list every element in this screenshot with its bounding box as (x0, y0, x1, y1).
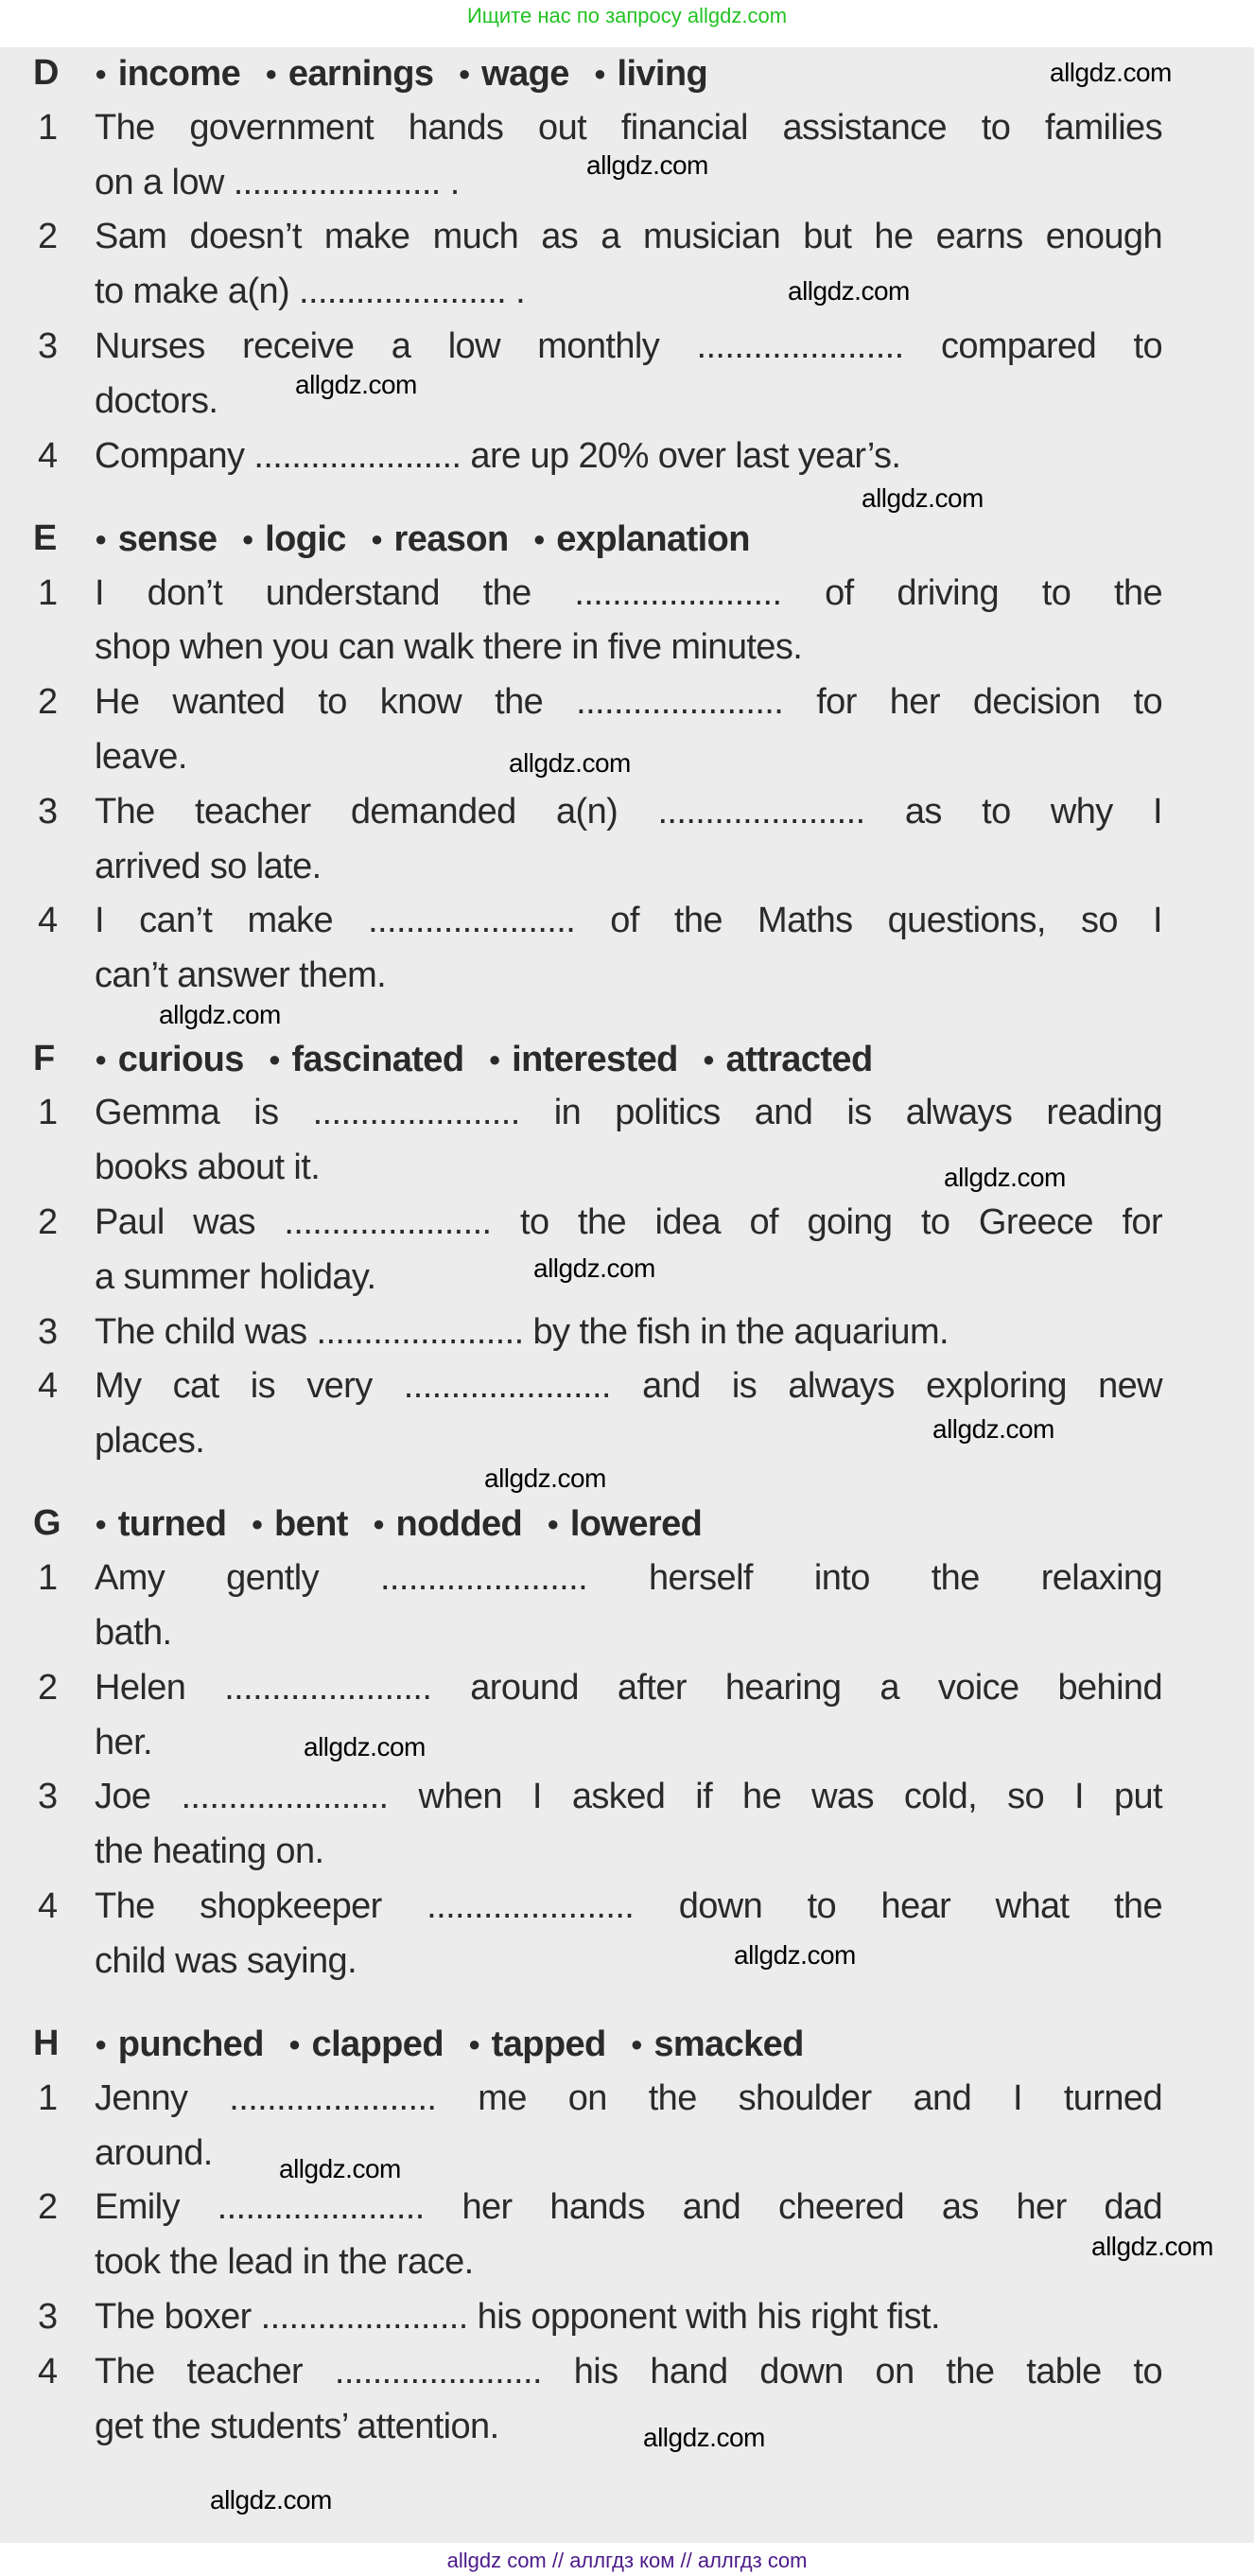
watermark-text: allgdz.com (586, 150, 708, 180)
sentence-text: The teacher ...................... his hand down on the table to (95, 2351, 1162, 2392)
item-number: 2 (38, 2187, 58, 2228)
sentence-line (0, 2400, 1254, 2455)
section-f (0, 1032, 1254, 1469)
sentence-text: arrived so late. (95, 846, 322, 886)
sentence-line (0, 1359, 1254, 1414)
word-option: ● punched (95, 2024, 264, 2064)
sentence-line (0, 1551, 1254, 1606)
word-box (95, 512, 775, 568)
word-option: ● curious (95, 1040, 244, 1079)
sentence-text: My cat is very ...................... and is always exploring new (95, 1366, 1162, 1407)
item-number: 1 (38, 107, 58, 148)
word-box (95, 1497, 726, 1552)
word-box (95, 2017, 828, 2073)
sentence-line (0, 2127, 1254, 2182)
sentence-text: the heating on. (95, 1831, 324, 1872)
sentence-text: Company ...................... are up 20% over last year’s. (95, 435, 901, 476)
sentence-line (0, 1196, 1254, 1251)
watermark-text: allgdz.com (1050, 58, 1172, 87)
watermark-text: allgdz.com (643, 2423, 765, 2452)
section-g (0, 1497, 1254, 1989)
sentence-text: Helen ...................... around after hearing a voice behind (95, 1667, 1162, 1708)
section-header (0, 512, 1254, 567)
section-letter: E (33, 517, 57, 558)
sentence-text: took the lead in the race. (95, 2242, 474, 2283)
watermark-text: allgdz.com (932, 1414, 1054, 1444)
sentence-line (0, 621, 1254, 675)
sentence-text: Jenny ...................... me on the shoulder and I turned (95, 2077, 1162, 2118)
sentence-text: Gemma is ...................... in politics and is always reading (95, 1093, 1162, 1133)
word-option: ● reason (371, 519, 509, 559)
item-number: 1 (38, 1093, 58, 1133)
section-letter: H (33, 2024, 59, 2064)
sentence-line (0, 375, 1254, 429)
item-number: 3 (38, 791, 58, 832)
item-number: 3 (38, 1777, 58, 1817)
word-option: ● logic (241, 519, 345, 559)
section-d (0, 46, 1254, 483)
sentence-line (0, 1770, 1254, 1825)
sentence-line (0, 2290, 1254, 2345)
sentence-text: to make a(n) ...................... . (95, 272, 526, 312)
word-option: ● sense (95, 519, 217, 559)
sentence-line (0, 1606, 1254, 1661)
sentence-line (0, 1086, 1254, 1141)
item-number: 3 (38, 325, 58, 366)
sentence-line (0, 2232, 1254, 2290)
word-option: ● tapped (468, 2024, 606, 2064)
sentence-line (0, 210, 1254, 265)
watermark-text: allgdz.com (734, 1940, 856, 1970)
word-option: ● bent (251, 1504, 348, 1544)
sentence-line (0, 675, 1254, 730)
sentence-line (0, 1141, 1254, 1196)
top-banner: Ищите нас по запросу allgdz.com (466, 4, 788, 27)
item-number: 1 (38, 572, 58, 613)
word-option: ● explanation (533, 519, 750, 559)
item-number: 1 (38, 1558, 58, 1599)
word-option: ● living (594, 54, 707, 94)
watermark-text: allgdz.com (210, 2485, 332, 2515)
section-header (0, 1497, 1254, 1551)
textbook-page (0, 47, 1254, 2543)
sentence-text: on a low ...................... . (95, 162, 460, 202)
watermark-text: allgdz.com (295, 370, 417, 399)
watermark-text: allgdz.com (788, 276, 910, 306)
item-number: 4 (38, 1366, 58, 1407)
watermark-text: allgdz.com (484, 1463, 606, 1493)
watermark-text: allgdz.com (509, 748, 631, 778)
sentence-text: The shopkeeper ...................... down to hear what the (95, 1886, 1162, 1926)
sentence-text: He wanted to know the ...................... for her decision to (95, 682, 1162, 723)
item-number: 2 (38, 1201, 58, 1242)
word-option: ● fascinated (269, 1040, 464, 1079)
sentence-text: The child was ...................... by the fish in the aquarium. (95, 1311, 949, 1352)
sentence-line (0, 894, 1254, 949)
sentence-line (0, 320, 1254, 375)
watermark-text: allgdz.com (279, 2154, 401, 2183)
sentence-text: doctors. (95, 380, 218, 421)
item-number: 4 (38, 1886, 58, 1926)
sentence-text: books about it. (95, 1148, 321, 1188)
sentence-text: child was saying. (95, 1940, 357, 1981)
word-option: ● attracted (703, 1040, 873, 1079)
sentence-line (0, 785, 1254, 840)
footer: allgdz com // аллгдз ком // аллгдз com (446, 2549, 808, 2572)
item-number: 2 (38, 217, 58, 257)
word-box (95, 46, 732, 102)
word-option: ● interested (488, 1040, 677, 1079)
item-number: 4 (38, 901, 58, 941)
section-letter: D (33, 53, 59, 93)
watermark-text: allgdz.com (1091, 2232, 1213, 2261)
section-letter: G (33, 1503, 61, 1544)
sentence-line (0, 2181, 1254, 2235)
word-option: ● nodded (373, 1504, 522, 1544)
sentence-text: a summer holiday. (95, 1256, 376, 1297)
watermark-text: allgdz.com (944, 1163, 1066, 1192)
sentence-line (0, 1825, 1254, 1880)
item-number: 3 (38, 1311, 58, 1352)
item-number: 1 (38, 2077, 58, 2118)
sentence-text: shop when you can walk there in five minutes. (95, 627, 803, 668)
sentence-text: bath. (95, 1613, 172, 1654)
sentence-line (0, 1414, 1254, 1469)
sentence-line (0, 840, 1254, 895)
sentence-line (0, 1880, 1254, 1935)
sentence-text: can’t answer them. (95, 955, 387, 996)
section-letter: F (33, 1038, 55, 1078)
sentence-line (0, 1935, 1254, 1989)
sentence-line (0, 101, 1254, 156)
sentence-line (0, 949, 1254, 1004)
word-option: ● clapped (288, 2024, 444, 2064)
sentence-line (0, 265, 1254, 320)
item-number: 4 (38, 2351, 58, 2392)
sentence-text: places. (95, 1421, 205, 1462)
item-number: 2 (38, 1667, 58, 1708)
item-number: 3 (38, 2297, 58, 2338)
sentence-text: Paul was ...................... to the idea of going to Greece for (95, 1201, 1162, 1242)
sentence-text: Amy gently ...................... herself into the relaxing (95, 1558, 1162, 1599)
sentence-line (0, 1306, 1254, 1360)
word-option: ● income (95, 54, 240, 94)
sentence-text: Sam doesn’t make much as a musician but he earns enough (95, 217, 1162, 257)
sentence-line (0, 1661, 1254, 1716)
sentence-line (0, 567, 1254, 622)
sentence-text: The government hands out financial assistance to families (95, 107, 1162, 148)
sentence-text: The boxer ...................... his opponent with his right fist. (95, 2297, 940, 2338)
watermark-text: allgdz.com (304, 1732, 426, 1761)
sentence-text: I can’t make ...................... of the Maths questions, so I (95, 901, 1162, 941)
sentence-text: leave. (95, 737, 187, 778)
watermark-text: allgdz.com (533, 1253, 655, 1283)
section-h (0, 2017, 1254, 2454)
item-number: 4 (38, 435, 58, 476)
word-option: ● smacked (631, 2024, 804, 2064)
sentence-text: around. (95, 2132, 213, 2173)
section-header (0, 1032, 1254, 1087)
sentence-line (0, 429, 1254, 484)
word-option: ● wage (458, 54, 568, 94)
sentence-text: I don’t understand the ...................... of driving to the (95, 572, 1162, 613)
sentence-text: Joe ...................... when I asked if he was cold, so I put (95, 1777, 1162, 1817)
item-number: 2 (38, 682, 58, 723)
watermark-text: allgdz.com (862, 483, 984, 513)
word-option: ● earnings (265, 54, 433, 94)
section-header (0, 2017, 1254, 2072)
sentence-line (0, 2345, 1254, 2400)
sentence-line (0, 1716, 1254, 1771)
word-option: ● lowered (547, 1504, 702, 1544)
sentence-text: The teacher demanded a(n) ...................... as to why I (95, 791, 1162, 832)
sentence-text: her. (95, 1722, 152, 1762)
sentence-line (0, 2072, 1254, 2127)
sentence-text: Emily ...................... her hands and cheered as her dad (95, 2187, 1162, 2228)
word-box (95, 1032, 897, 1088)
word-option: ● turned (95, 1504, 226, 1544)
sentence-text: Nurses receive a low monthly ...................... compared to (95, 325, 1162, 366)
watermark-text: allgdz.com (159, 1000, 281, 1029)
sentence-text: get the students’ attention. (95, 2406, 499, 2446)
